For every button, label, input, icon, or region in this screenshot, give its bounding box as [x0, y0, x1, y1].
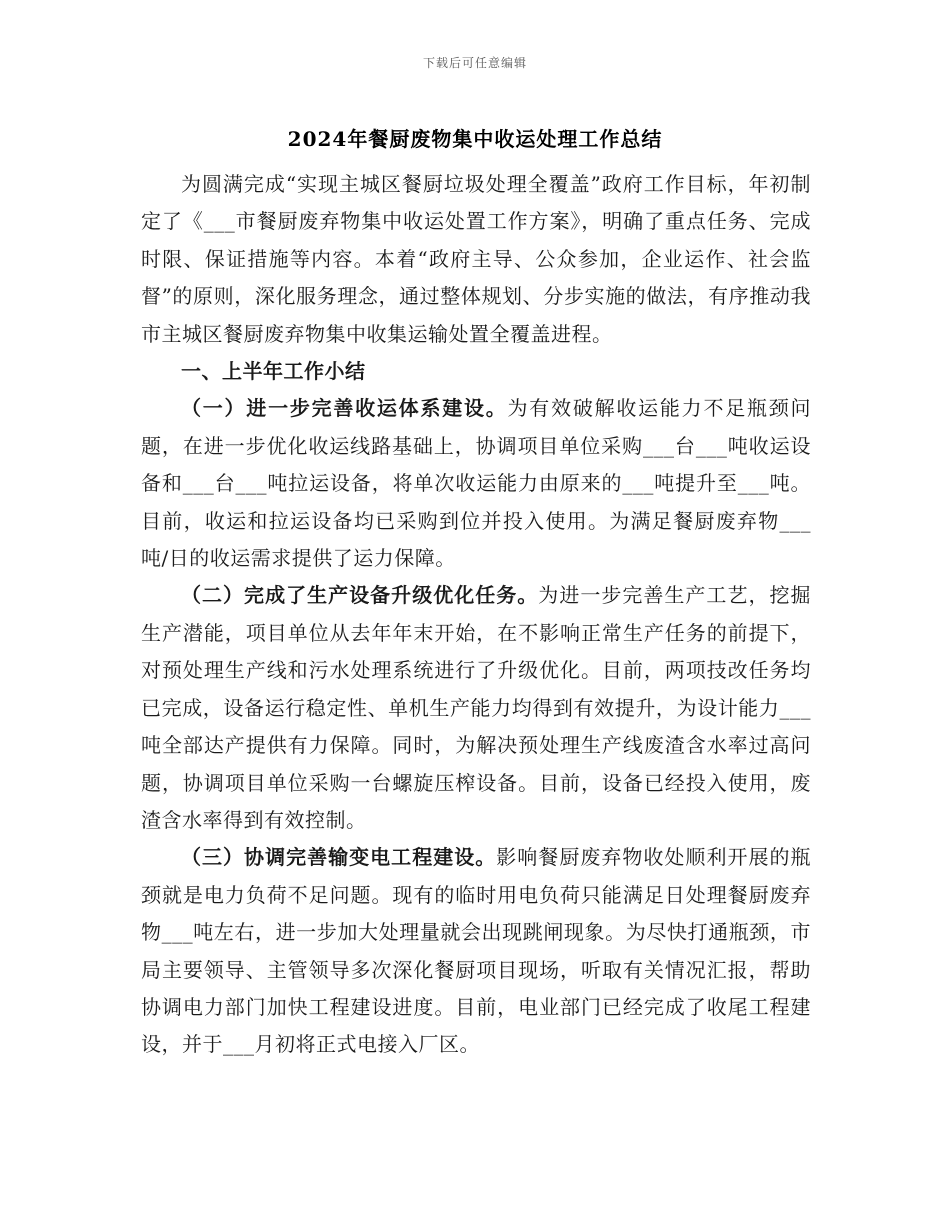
item-1-lead: （一）进一步完善收运体系建设。: [181, 396, 508, 421]
item-3-text: 影响餐厨废弃物收处顺利开展的瓶颈就是电力负荷不足问题。现有的临时用电负荷只能满足日处理餐厨废弃物___吨左右，进一步加大处理量就会出现跳闸现象。为尽快打通瓶颈，市局主要领导、主管领导多次深化餐厨项目现场，听取有关情况汇报，帮助协调电力部门加快工程建设进度。目前，电业部门已经完成了收尾工程建设，并于___月初将正式电接入厂区。: [141, 845, 812, 1057]
item-3-paragraph: [141, 839, 811, 1063]
document-body: [141, 166, 811, 1064]
item-3-lead: （三）协调完善输变电工程建设。: [181, 845, 497, 870]
section-heading: 一、上半年工作小结: [181, 359, 366, 384]
document-title: 2024年餐厨废物集中收运处理工作总结: [287, 127, 663, 151]
page-header-note: 下载后可任意编辑: [422, 56, 527, 70]
item-2-lead: （二）完成了生产设备升级优化任务。: [181, 583, 539, 608]
item-1-paragraph: [141, 390, 811, 577]
item-2-text: 为进一步完善生产工艺，挖掘生产潜能，项目单位从去年年末开始，在不影响正常生产任务的前提下，对预处理生产线和污水处理系统进行了升级优化。目前，两项技改任务均已完成，设备运行稳定性、单机生产能力均得到有效提升，为设计能力___吨全部达产提供有力保障。同时，为解决预处理生产线废渣含水率过高问题，协调项目单位采购一台螺旋压榨设备。目前，设备已经投入使用，废渣含水率得到有效控制。: [141, 583, 812, 832]
item-1-text: 为有效破解收运能力不足瓶颈问题，在进一步优化收运线路基础上，协调项目单位采购___台___吨收运设备和___台___吨拉运设备，将单次收运能力由原来的___吨提升至___吨。目前，收运和拉运设备均已采购到位并投入使用。为满足餐厨废弃物___吨/日的收运需求提供了运力保障。: [141, 396, 812, 571]
intro-paragraph: 为圆满完成“实现主城区餐厨垃圾处理全覆盖”政府工作目标，年初制定了《___市餐厨废弃物集中收运处置工作方案》，明确了重点任务、完成时限、保证措施等内容。本着“政府主导、公众参加，企业运作、社会监督”的原则，深化服务理念，通过整体规划、分步实施的做法，有序推动我市主城区餐厨废弃物集中收集运输处置全覆盖进程。: [141, 172, 811, 346]
item-2-paragraph: [141, 577, 811, 839]
